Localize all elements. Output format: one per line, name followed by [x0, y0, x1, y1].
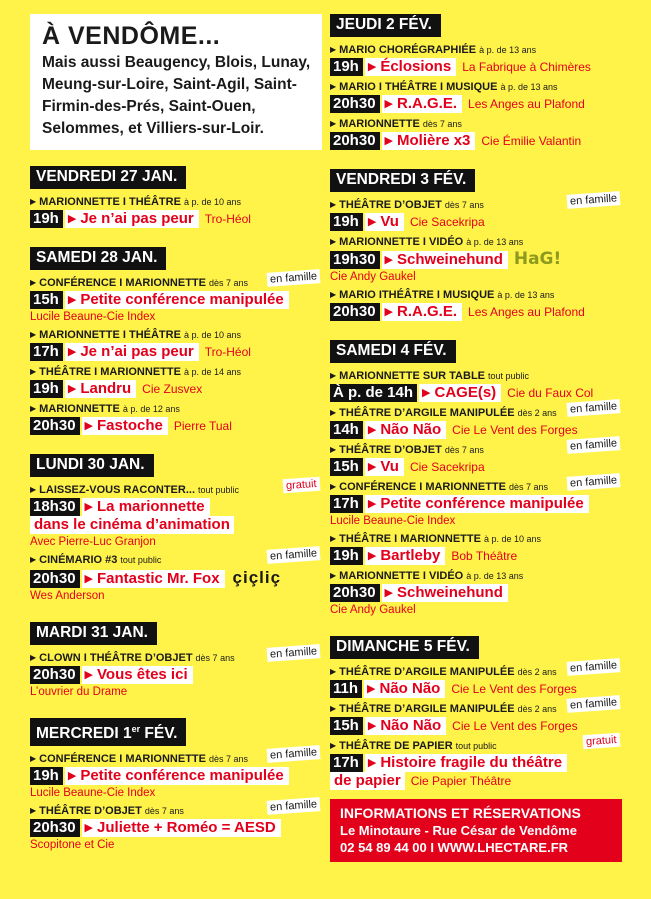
event-audience: à p. de 13 ans — [466, 571, 524, 581]
arrow-icon: ▶ — [367, 683, 376, 695]
event-company: Tro-Héol — [204, 345, 251, 359]
event-category: MARIONNETTE I VIDÉO — [339, 570, 464, 582]
event-audience: dès 7 ans — [444, 200, 484, 210]
event — [330, 474, 622, 529]
triangle-icon: ▶ — [330, 667, 337, 676]
event — [330, 368, 622, 403]
event-title: ▶ Não Não — [364, 680, 445, 698]
event-category: MARIONNETTE I THÉÂTRE — [39, 196, 181, 208]
triangle-icon: ▶ — [330, 200, 337, 209]
event-title: ▶ Molière x3 — [382, 132, 476, 150]
day-heading: DIMANCHE 5 FÉV. — [330, 636, 479, 659]
intro-text: Mais aussi Beaugency, Blois, Lunay, Meung-sur-Loire, Saint-Agil, Saint-Firmin-des-Prés, Saint-Ouen, Selommes, et Villiers-sur-Loir. — [42, 54, 311, 137]
triangle-icon: ▶ — [30, 653, 37, 662]
event-audience: dès 7 ans — [209, 754, 249, 765]
event-company: Cie Zusvex — [142, 382, 203, 396]
arrow-icon: ▶ — [84, 669, 94, 681]
event-time: 17h — [30, 343, 63, 361]
event-time: 15h — [30, 291, 63, 309]
event-audience: à p. de 13 ans — [497, 290, 555, 300]
event-company: Cie Andy Gaukel — [330, 271, 416, 283]
event-category: THÉÂTRE D’ARGILE MANIPULÉE — [339, 703, 515, 715]
arrow-icon: ▶ — [367, 61, 377, 73]
event-title: ▶ Petite conférence manipulée — [65, 767, 289, 785]
event-company: Wes Anderson — [30, 590, 105, 602]
triangle-icon: ▶ — [330, 482, 337, 491]
family-badge: en famille — [566, 436, 620, 454]
event-audience: à p. de 13 ans — [500, 82, 558, 92]
event-title: ▶ Não Não — [365, 717, 446, 735]
triangle-icon: ▶ — [330, 119, 337, 128]
day-heading: MERCREDI 1er FÉV. — [30, 718, 186, 746]
event-time: 19h — [330, 547, 363, 565]
event-time: 18h30 — [30, 498, 80, 516]
event-company: Cie Le Vent des Forges — [452, 719, 578, 733]
event-time: 19h — [30, 767, 63, 785]
triangle-icon: ▶ — [30, 485, 37, 494]
event-audience: à p. de 10 ans — [183, 330, 241, 340]
triangle-icon: ▶ — [330, 45, 337, 54]
event-time: À p. de 14h — [330, 384, 417, 402]
event-time: 19h30 — [330, 251, 380, 269]
arrow-icon: ▶ — [367, 216, 377, 228]
event-category: MARIONNETTE — [39, 403, 120, 415]
event-audience: dès 7 ans — [444, 445, 484, 455]
event — [30, 270, 322, 325]
triangle-icon: ▶ — [330, 408, 337, 417]
event-category: CLOWN I THÉÂTRE D’OBJET — [39, 652, 193, 664]
event-title: ▶ Fastoche — [82, 417, 168, 435]
info-title: INFORMATIONS ET RÉSERVATIONS — [340, 805, 581, 821]
day-dimanche-5 — [330, 636, 622, 791]
event-category: THÉÂTRE D’ARGILE MANIPULÉE — [339, 666, 515, 678]
day-heading: SAMEDI 4 FÉV. — [330, 340, 456, 363]
event — [330, 116, 622, 151]
event-company: Cie Émilie Valantin — [481, 134, 582, 148]
event — [330, 568, 622, 618]
arrow-icon: ▶ — [67, 770, 77, 783]
event-company: Cie Sacekripa — [409, 460, 485, 474]
event-category: THÉÂTRE D’OBJET — [339, 444, 442, 456]
event-category: MARIO ITHÉÂTRE I MUSIQUE — [339, 289, 495, 301]
event-time: 20h30 — [330, 132, 380, 150]
day-samedi-4 — [330, 340, 622, 618]
event-audience: tout public — [455, 741, 497, 751]
triangle-icon: ▶ — [30, 278, 37, 287]
event — [330, 659, 622, 699]
event-time: 17h — [330, 495, 363, 513]
hag-logo: HaG! — [513, 249, 562, 269]
event-title: ▶ Schweinehund — [382, 251, 508, 269]
event — [30, 547, 322, 604]
event-company: Bob Théâtre — [451, 549, 518, 563]
event-company: Cie Papier Théâtre — [410, 774, 512, 788]
event-audience: dès 7 ans — [144, 806, 184, 817]
event-title: ▶ Bartleby — [365, 547, 446, 565]
arrow-icon: ▶ — [384, 135, 394, 147]
arrow-icon: ▶ — [367, 720, 377, 732]
intro-box — [30, 14, 322, 150]
event-audience: tout public — [120, 555, 162, 565]
event-time: 19h — [30, 380, 63, 398]
event-title: ▶ Vous êtes ici — [82, 666, 193, 684]
event-category: MARIONNETTE SUR TABLE — [339, 370, 486, 382]
event-title-continued: de papier — [330, 772, 405, 790]
event-company: Lucile Beaune-Cie Index — [30, 787, 156, 800]
arrow-icon: ▶ — [84, 822, 94, 835]
arrow-icon: ▶ — [67, 346, 77, 358]
event — [330, 79, 622, 114]
event-audience: à p. de 14 ans — [183, 367, 241, 377]
arrow-icon: ▶ — [367, 424, 377, 436]
event-category: THÉÂTRE DE PAPIER — [339, 740, 453, 752]
event — [30, 194, 322, 229]
triangle-icon: ▶ — [330, 445, 337, 454]
event-audience: dès 7 ans — [195, 653, 235, 663]
event-category: MARIONNETTE — [339, 118, 420, 130]
event-category: LAISSEZ-VOUS RACONTER... — [39, 484, 195, 496]
info-box — [330, 799, 622, 862]
triangle-icon: ▶ — [30, 555, 37, 564]
event-category: MARIO I THÉÂTRE I MUSIQUE — [339, 81, 498, 93]
event — [30, 746, 322, 801]
family-badge: en famille — [566, 399, 620, 417]
day-samedi-28 — [30, 247, 322, 436]
triangle-icon: ▶ — [30, 197, 37, 206]
event-category: THÉÂTRE D’OBJET — [339, 199, 442, 211]
arrow-icon: ▶ — [67, 213, 77, 225]
event-audience: tout public — [198, 485, 240, 495]
arrow-icon: ▶ — [84, 420, 94, 432]
event-title: ▶ Não Não — [365, 421, 446, 439]
event-company: Cie Sacekripa — [409, 215, 485, 229]
event — [330, 733, 622, 791]
event-category: THÉÂTRE D’OBJET — [39, 805, 142, 818]
triangle-icon: ▶ — [30, 754, 37, 764]
event-audience: dès 2 ans — [517, 408, 557, 418]
event-title: ▶ R.A.G.E. — [382, 95, 462, 113]
event-time: 19h — [330, 58, 363, 76]
event-title: ▶ Éclosions — [365, 58, 456, 76]
event-title-continued: dans le cinéma d’animation — [30, 516, 234, 534]
event-company: La Fabrique à Chimères — [462, 60, 591, 74]
event-title: ▶ Je n’ai pas peur — [65, 343, 199, 361]
day-vendredi-3 — [330, 169, 622, 322]
arrow-icon: ▶ — [367, 550, 377, 562]
right-column — [330, 14, 622, 862]
event-company: Lucile Beaune-Cie Index — [30, 311, 156, 323]
family-badge: en famille — [266, 644, 320, 662]
event-audience: à p. de 13 ans — [479, 45, 537, 55]
triangle-icon: ▶ — [330, 571, 337, 580]
day-jeudi-2 — [330, 14, 622, 151]
day-vendredi-27 — [30, 166, 322, 229]
info-contact[interactable]: 02 54 89 44 00 I WWW.LHECTARE.FR — [340, 840, 569, 855]
intro-title: À VENDÔME... — [42, 22, 221, 50]
event-audience: dès 2 ans — [517, 667, 557, 677]
day-heading: VENDREDI 27 JAN. — [30, 166, 186, 189]
triangle-icon: ▶ — [330, 371, 337, 380]
triangle-icon: ▶ — [30, 330, 37, 339]
event-time: 20h30 — [330, 95, 380, 113]
event-time: 20h30 — [30, 417, 80, 435]
event-title: ▶ Petite conférence manipulée — [65, 291, 289, 309]
event — [330, 531, 622, 566]
event-company: L’ouvrier du Drame — [30, 686, 128, 698]
event-time: 19h — [330, 213, 363, 231]
event-title: ▶ Juliette + Roméo = AESD — [82, 819, 281, 837]
event — [30, 645, 322, 700]
triangle-icon: ▶ — [330, 82, 337, 91]
arrow-icon: ▶ — [384, 254, 394, 266]
event-company: Scopitone et Cie — [30, 839, 115, 852]
event-audience: à p. de 12 ans — [122, 404, 180, 414]
triangle-icon: ▶ — [330, 237, 337, 246]
triangle-icon: ▶ — [30, 404, 37, 413]
event-title: ▶ Vu — [365, 458, 404, 476]
event — [330, 400, 622, 440]
triangle-icon: ▶ — [330, 704, 337, 713]
event-company: Avec Pierre-Luc Granjon — [30, 536, 156, 548]
event-title: ▶ Fantastic Mr. Fox — [82, 570, 225, 588]
event-audience: à p. de 10 ans — [183, 197, 241, 207]
event — [330, 696, 622, 736]
arrow-icon: ▶ — [384, 98, 394, 110]
event-time: 20h30 — [330, 303, 380, 321]
event-audience: à p. de 13 ans — [466, 237, 524, 247]
event — [30, 401, 322, 436]
arrow-icon: ▶ — [384, 587, 394, 599]
family-badge: en famille — [266, 546, 320, 564]
event-title: ▶ Vu — [365, 213, 404, 231]
event-audience: tout public — [488, 371, 530, 381]
free-badge: gratuit — [283, 477, 320, 494]
event-title: ▶ Schweinehund — [382, 584, 508, 602]
day-mardi-31 — [30, 622, 322, 700]
event-title: ▶ Histoire fragile du théâtre — [365, 754, 567, 772]
event-audience: à p. de 10 ans — [483, 534, 541, 544]
day-heading: JEUDI 2 FÉV. — [330, 14, 441, 37]
day-mercredi-1 — [30, 718, 322, 853]
day-heading: LUNDI 30 JAN. — [30, 454, 154, 477]
event — [30, 327, 322, 362]
event-time: 20h30 — [30, 570, 80, 588]
event-category: THÉÂTRE D’ARGILE MANIPULÉE — [339, 407, 515, 419]
event — [30, 477, 322, 550]
free-badge: gratuit — [583, 733, 620, 750]
event-category: CINÉMARIO #3 — [39, 554, 118, 566]
family-badge: en famille — [566, 473, 620, 491]
left-column — [30, 14, 322, 871]
family-badge: en famille — [566, 191, 620, 209]
event-company: Cie Le Vent des Forges — [451, 682, 577, 696]
event — [330, 234, 622, 285]
event-company: Cie Andy Gaukel — [330, 604, 416, 616]
family-badge: en famille — [266, 797, 320, 815]
triangle-icon: ▶ — [330, 534, 337, 543]
event-time: 17h — [330, 754, 363, 772]
event-audience: dès 2 ans — [517, 704, 557, 714]
arrow-icon: ▶ — [84, 501, 94, 513]
arrow-icon: ▶ — [367, 757, 377, 769]
day-heading: MARDI 31 JAN. — [30, 622, 157, 645]
family-badge: en famille — [566, 658, 620, 676]
event-company: Tro-Héol — [204, 212, 251, 226]
event-title: ▶ La marionnette — [82, 498, 210, 516]
arrow-icon: ▶ — [422, 387, 431, 399]
arrow-icon: ▶ — [67, 383, 77, 395]
event-title: ▶ Je n’ai pas peur — [65, 210, 199, 228]
event — [30, 364, 322, 399]
day-heading: SAMEDI 28 JAN. — [30, 247, 166, 270]
event-category: THÉÂTRE I MARIONNETTE — [39, 366, 181, 378]
ciclic-logo: çiçliç — [232, 568, 282, 587]
event-category: THÉÂTRE I MARIONNETTE — [339, 533, 481, 545]
event-category: CONFÉRENCE I MARIONNETTE — [339, 481, 506, 493]
event-category: MARIONNETTE I VIDÉO — [339, 236, 464, 248]
event-title: ▶ CAGE(s) — [419, 384, 501, 402]
triangle-icon: ▶ — [30, 806, 37, 816]
event — [330, 42, 622, 77]
event-audience: dès 7 ans — [209, 278, 249, 288]
event-time: 14h — [330, 421, 363, 439]
event-time: 19h — [30, 210, 63, 228]
event-company: Les Anges au Plafond — [468, 97, 585, 111]
event-company: Lucile Beaune-Cie Index — [330, 515, 456, 527]
arrow-icon: ▶ — [367, 461, 377, 473]
arrow-icon: ▶ — [67, 294, 77, 306]
event-category: CONFÉRENCE I MARIONNETTE — [39, 277, 206, 289]
event-title: ▶ Landru — [65, 380, 136, 398]
event-title: ▶ Petite conférence manipulée — [365, 495, 589, 513]
event — [330, 287, 622, 322]
triangle-icon: ▶ — [330, 290, 337, 299]
event-audience: dès 7 ans — [422, 119, 462, 129]
event-title: ▶ R.A.G.E. — [382, 303, 462, 321]
event-company: Cie Le Vent des Forges — [452, 423, 578, 437]
event-time: 20h30 — [30, 819, 80, 837]
event-time: 20h30 — [330, 584, 380, 602]
event — [330, 192, 622, 232]
info-address: Le Minotaure - Rue César de Vendôme — [340, 823, 577, 838]
event-category: MARIO CHORÉGRAPHIÉE — [339, 44, 477, 56]
event-time: 11h — [330, 680, 362, 698]
event — [30, 798, 322, 853]
event-time: 15h — [330, 458, 363, 476]
family-badge: en famille — [566, 695, 620, 713]
arrow-icon: ▶ — [367, 498, 377, 510]
event-time: 20h30 — [30, 666, 80, 684]
triangle-icon: ▶ — [330, 741, 337, 750]
event — [330, 437, 622, 477]
day-lundi-30 — [30, 454, 322, 604]
event-time: 15h — [330, 717, 363, 735]
family-badge: en famille — [266, 269, 320, 287]
family-badge: en famille — [266, 745, 320, 763]
event-category: CONFÉRENCE I MARIONNETTE — [39, 753, 206, 766]
arrow-icon: ▶ — [384, 306, 394, 318]
event-category: MARIONNETTE I THÉÂTRE — [39, 329, 181, 341]
event-company: Pierre Tual — [173, 419, 232, 433]
event-audience: dès 7 ans — [509, 482, 549, 492]
event-company: Cie du Faux Col — [507, 386, 594, 400]
arrow-icon: ▶ — [84, 573, 94, 585]
event-company: Les Anges au Plafond — [468, 305, 585, 319]
day-heading: VENDREDI 3 FÉV. — [330, 169, 475, 192]
triangle-icon: ▶ — [30, 367, 37, 376]
